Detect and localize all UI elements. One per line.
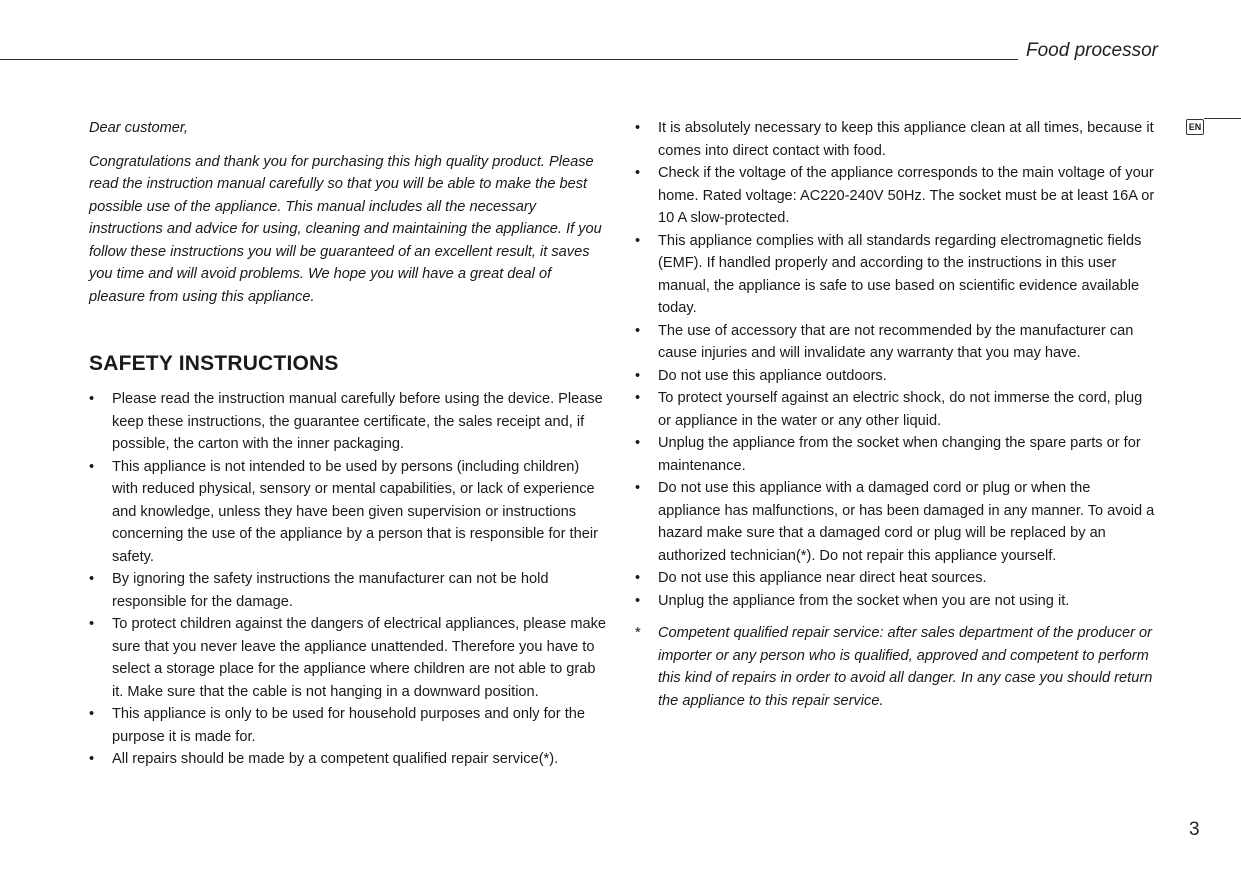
intro-paragraph: Congratulations and thank you for purchasing this high quality product. Please read the instruction manual carefully so that you will be able to make the best possible use of the appliance. This manual includes all the necessary instructions and advice for using, cleaning and maintaining the appliance. If you follow these instructions you will be guaranteed of an excellent result, it saves you time and will avoid problems. We hope you will have a great deal of pleasure from using this appliance. — [89, 153, 602, 305]
safety-item: • All repairs should be made by a competent qualified repair service(*). — [89, 748, 609, 771]
footnote-mark: * — [635, 625, 641, 641]
section-title: SAFETY INSTRUCTIONS — [89, 352, 339, 375]
safety-item: • Do not use this appliance outdoors. — [635, 365, 1155, 388]
footnote — [635, 622, 1155, 712]
safety-list-right — [635, 117, 1155, 612]
language-badge: EN — [1186, 119, 1204, 135]
safety-item: • It is absolutely necessary to keep this appliance clean at all times, because it comes into direct contact with food. — [635, 117, 1155, 162]
footnote-text: Competent qualified repair service: after sales department of the producer or importer or any person who is qualified, approved and competent to perform this kind of repairs in order to avoid all danger. In any case you should return the appliance to this repair service. — [658, 625, 1153, 709]
safety-item: • This appliance is only to be used for household purposes and only for the purpose it is made for. — [89, 703, 609, 748]
safety-item: • Check if the voltage of the appliance corresponds to the main voltage of your home. Rated voltage: AC220-240V 50Hz. The socket must be at least 16A or 10 A slow-protected. — [635, 162, 1155, 230]
safety-item: • Do not use this appliance with a damaged cord or plug or when the appliance has malfunctions, or has been damaged in any manner. To avoid a hazard make sure that a damaged cord or plug will be replaced by an authorized technician(*). Do not repair this appliance yourself. — [635, 477, 1155, 567]
safety-item: • To protect yourself against an electric shock, do not immerse the cord, plug or appliance in the water or any other liquid. — [635, 387, 1155, 432]
safety-item: • Unplug the appliance from the socket when changing the spare parts or for maintenance. — [635, 432, 1155, 477]
safety-item: • The use of accessory that are not recommended by the manufacturer can cause injuries and will invalidate any warranty that you may have. — [635, 320, 1155, 365]
left-column — [89, 117, 609, 771]
safety-item: • Unplug the appliance from the socket when you are not using it. — [635, 590, 1155, 613]
greeting: Dear customer, — [89, 120, 188, 136]
language-badge-rule — [1204, 118, 1241, 119]
safety-item: • This appliance is not intended to be used by persons (including children) with reduced physical, sensory or mental capabilities, or lack of experience and knowledge, unless they have been given supervision or instructions concerning the use of the appliance by a person that is responsible for their safety. — [89, 456, 609, 569]
right-column — [635, 117, 1155, 712]
safety-item: • Do not use this appliance near direct heat sources. — [635, 567, 1155, 590]
page-number: 3 — [1189, 819, 1200, 840]
safety-item: • Please read the instruction manual carefully before using the device. Please keep these instructions, the guarantee certificate, the sales receipt and, if possible, the carton with the inner packaging. — [89, 388, 609, 456]
safety-item: • This appliance complies with all standards regarding electromagnetic fields (EMF). If handled properly and according to the instructions in this user manual, the appliance is safe to use based on scientific evidence available today. — [635, 230, 1155, 320]
safety-list-left — [89, 388, 609, 771]
safety-item: • To protect children against the dangers of electrical appliances, please make sure that you never leave the appliance unattended. Therefore you have to select a storage place for the appliance where children are not able to grab it. Make sure that the cable is not hanging in a downward position. — [89, 613, 609, 703]
document-title: Food processor — [1026, 40, 1159, 61]
header-rule — [0, 59, 1018, 60]
safety-item: • By ignoring the safety instructions the manufacturer can not be hold responsible for the damage. — [89, 568, 609, 613]
